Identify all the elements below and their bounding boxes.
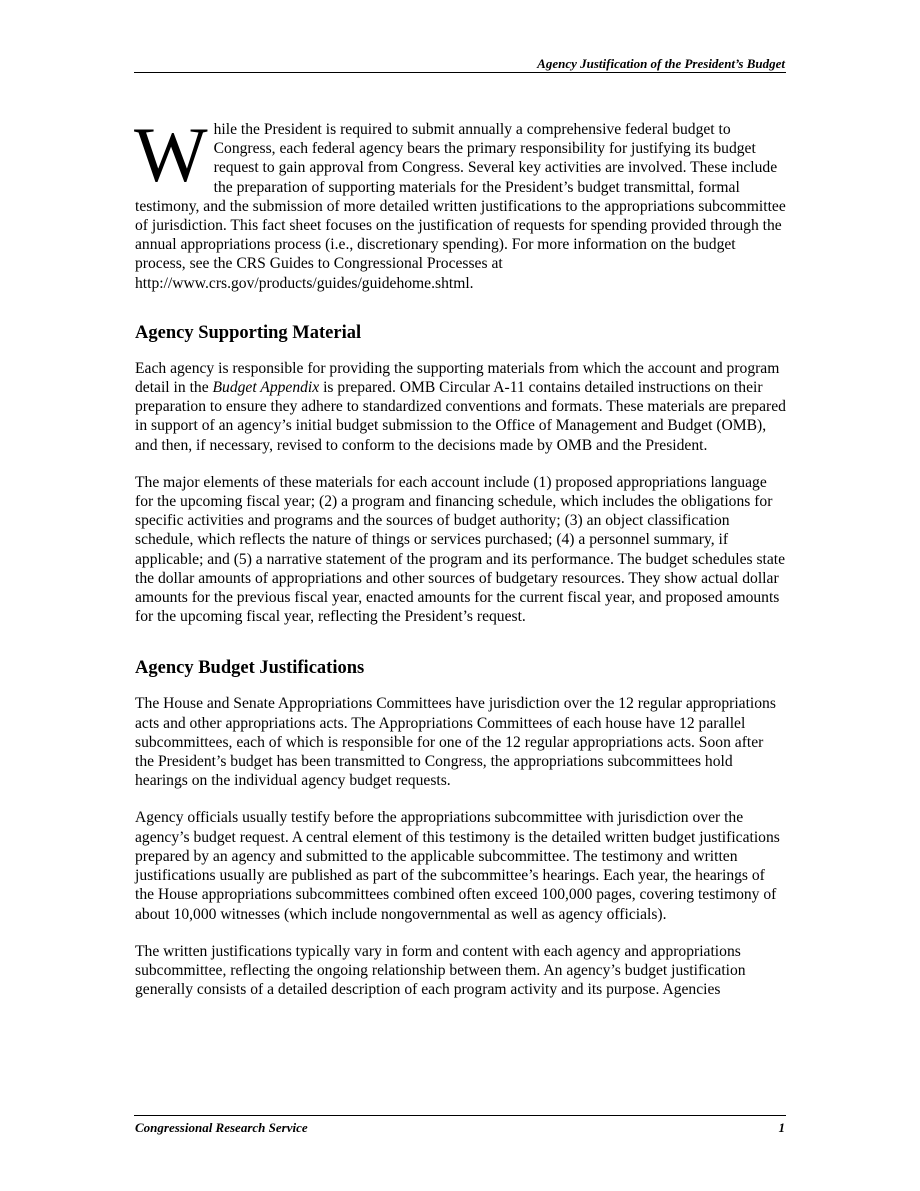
header-rule	[134, 72, 786, 73]
drop-cap: W	[134, 111, 208, 198]
intro-text: hile the President is required to submit annually a comprehensive federal budget to Congress, each federal agency bears the primary responsibility for justifying its budget request to gain approval from Congress. Several key activities are involved. These include the preparation of supporting materials for the President’s budget transmittal, formal testimony, and the submission of more detailed written justifications to the appropriations subcommittee of jurisdiction. This fact sheet focuses on the justification of requests for spending provided through the annual appropriations process (i.e., discretionary spending). For more information on the budget process, see the CRS Guides to Congressional Processes at http://www.crs.gov/products/guides/guidehome.shtml.	[135, 121, 786, 292]
budget-appendix-title: Budget Appendix	[212, 379, 320, 397]
budget-justifications-paragraph-2: Agency officials usually testify before the appropriations subcommittee with jurisdiction over the agency’s budget request. A central element of this testimony is the detailed written budget justifications prepared by an agency and submitted to the applicable subcommittee. The testimony and written justifications usually are published as part of the subcommittee’s hearings. Each year, the hearings of the House appropriations subcommittees combined often exceed 100,000 pages, covering testimony of about 10,000 witnesses (which include nongovernmental as well as agency officials).	[135, 809, 780, 923]
supporting-material-paragraph-2: The major elements of these materials for each account include (1) proposed appropriations language for the upcoming fiscal year; (2) a program and financing schedule, which includes the obligations for specific activities and programs and the sources of budget authority; (3) an object classification schedule, which reflects the nature of things or services purchased; (4) a personnel summary, if applicable; and (5) a narrative statement of the program and its performance. The budget schedules state the dollar amounts of appropriations and other sources of budgetary resources. They show actual dollar amounts for the previous fiscal year, enacted amounts for the current fiscal year, and proposed amounts for the upcoming fiscal year, reflecting the President’s request.	[135, 473, 786, 626]
intro-paragraph	[134, 111, 786, 293]
running-header: Agency Justification of the President’s Budget	[537, 56, 785, 71]
footer-rule	[134, 1115, 786, 1116]
section-heading-supporting-material: Agency Supporting Material	[135, 322, 362, 343]
section-heading-budget-justifications: Agency Budget Justifications	[135, 658, 365, 679]
budget-justifications-paragraph-1: The House and Senate Appropriations Committees have jurisdiction over the 12 regular appropriations acts and other appropriations acts. The Appropriations Committees of each house have 12 parallel subcommittees, each of which is responsible for one of the 12 regular appropriations acts. Soon after the President’s budget has been transmitted to Congress, the appropriations subcommittees hold hearings on the individual agency budget requests.	[135, 695, 776, 790]
text-run: Each agency is responsible for providing the supporting materials from which the account and program detail in the	[135, 359, 780, 397]
budget-justifications-paragraph-3: The written justifications typically vary in form and content with each agency and appropriations subcommittee, reflecting the ongoing relationship between them. An agency’s budget justification generally consists of a detailed description of each program activity and its purpose. Agencies	[135, 942, 746, 999]
footer-publisher: Congressional Research Service	[135, 1120, 308, 1135]
document-body	[134, 111, 786, 1017]
supporting-material-paragraph-1	[135, 359, 786, 455]
text-run: is prepared. OMB Circular A-11 contains detailed instructions on their preparation to ensure they adhere to standardized conventions and formats. These materials are prepared in support of an agency’s initial budget submission to the Office of Management and Budget (OMB), and then, if necessary, revised to conform to the decisions made by OMB and the President.	[135, 379, 786, 454]
page-number: 1	[778, 1120, 785, 1135]
